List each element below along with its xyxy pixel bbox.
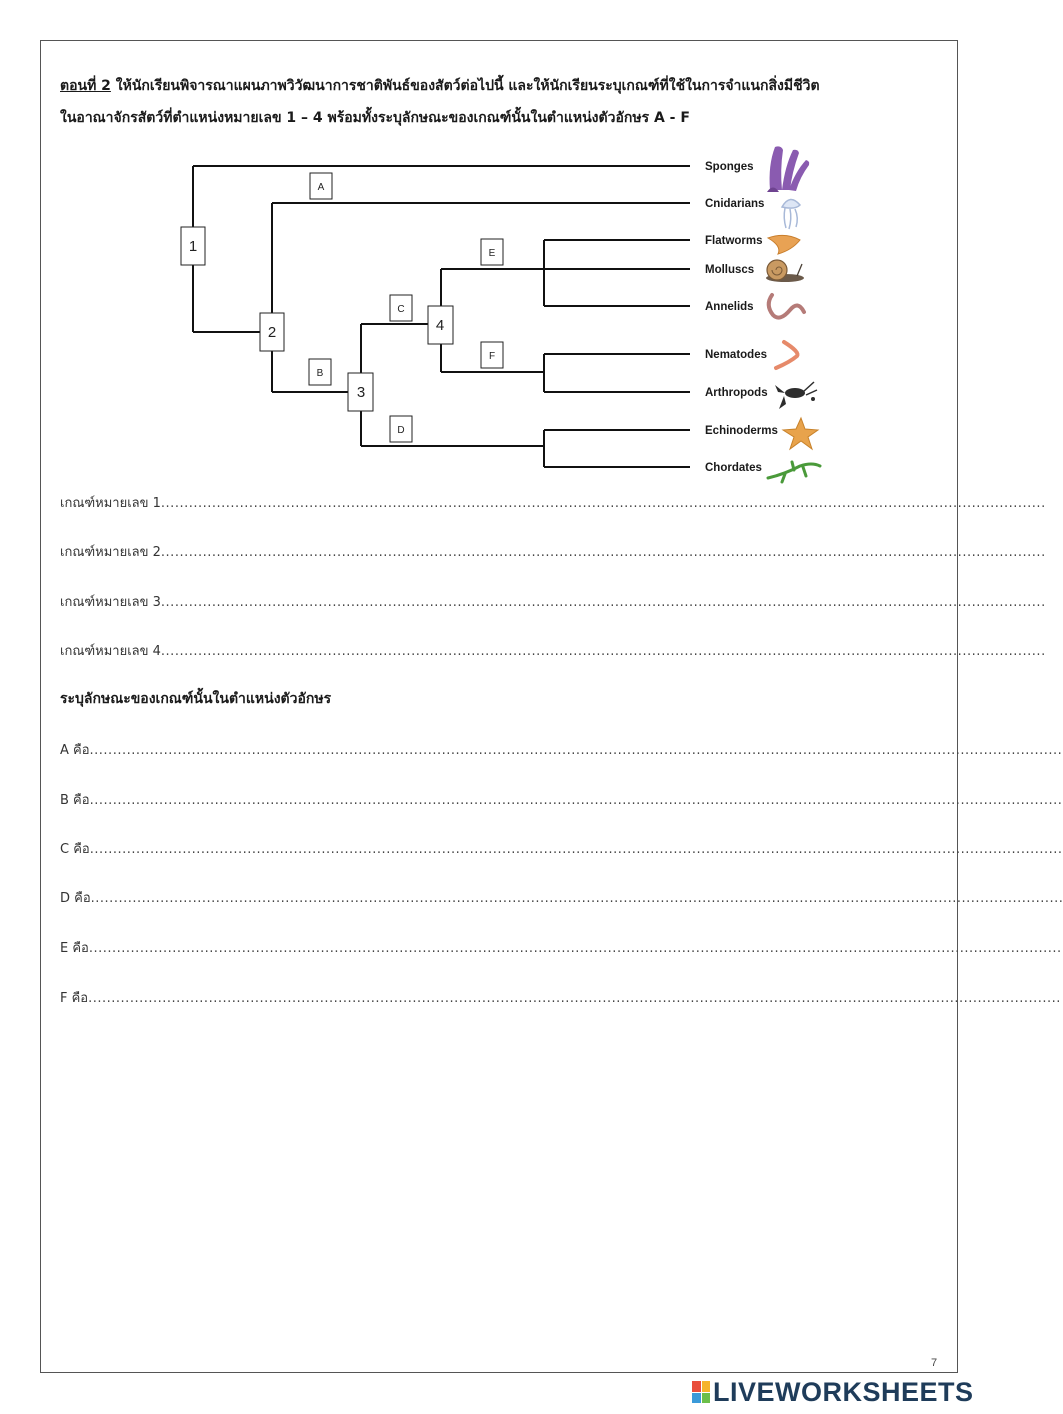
lizard-icon	[768, 462, 820, 482]
taxon-echinoderms: Echinoderms	[705, 425, 778, 437]
annelid-icon	[769, 295, 804, 318]
letter-d-label: D	[397, 425, 405, 436]
taxon-arthropods: Arthropods	[705, 387, 768, 399]
trait-row-c[interactable]	[60, 838, 1063, 859]
letter-e[interactable]	[481, 239, 503, 265]
letter-a[interactable]	[310, 173, 332, 199]
liveworksheets-logo-icon	[692, 1381, 710, 1403]
node-2-label: 2	[267, 324, 277, 341]
brand-name: LIVEWORKSHEETS	[713, 1376, 974, 1407]
node-1-label: 1	[188, 238, 198, 255]
criterion-label-1: เกณฑ์หมายเลข 1	[60, 496, 161, 511]
criterion-row-1[interactable]	[60, 492, 1046, 513]
instruction-line-2: ในอาณาจักรสัตว์ที่ตำแหน่งหมายเลข 1 – 4 พร้อมทั้งระบุลักษณะของเกณฑ์นั้นในตำแหน่งตัวอักษร A - F	[60, 110, 690, 126]
trait-row-b[interactable]	[60, 789, 1063, 810]
letter-e-label: E	[488, 248, 496, 259]
answer-line[interactable]: ..................................................................................................................................................................................................................	[90, 891, 1063, 906]
criterion-row-2[interactable]	[60, 541, 1046, 562]
instruction-text-1: ให้นักเรียนพิจารณาแผนภาพวิวัฒนาการชาติพันธ์ของสัตว์ต่อไปนี้ และให้นักเรียนระบุเกณฑ์ที่ใช้ในการจำแนกสิ่งมีชีวิต	[110, 78, 820, 94]
trait-row-a[interactable]	[60, 739, 1063, 760]
criterion-row-4[interactable]	[60, 640, 1046, 661]
trait-row-e[interactable]	[60, 937, 1062, 958]
taxon-annelids: Annelids	[705, 301, 754, 313]
node-3[interactable]	[348, 373, 373, 411]
answer-line[interactable]: ...............................................................................................................................................................................................	[160, 545, 1046, 560]
letter-b-label: B	[316, 368, 324, 379]
trait-label-f: F คือ	[60, 991, 89, 1006]
letter-f[interactable]	[481, 342, 503, 368]
answer-line[interactable]: ..................................................................................................................................................................................................................	[89, 793, 1063, 808]
letter-c-label: C	[397, 304, 405, 315]
sponge-icon	[767, 146, 809, 192]
criterion-label-4: เกณฑ์หมายเลข 4	[60, 644, 161, 659]
node-4[interactable]	[428, 306, 453, 344]
jellyfish-icon	[782, 199, 800, 229]
node-1[interactable]	[181, 227, 205, 265]
criterion-label-2: เกณฑ์หมายเลข 2	[60, 545, 161, 560]
letter-d[interactable]	[390, 416, 412, 442]
section-label: ตอนที่ 2	[60, 78, 111, 94]
trait-label-e: E คือ	[60, 941, 89, 956]
letter-b[interactable]	[309, 359, 331, 385]
answer-line[interactable]: ..................................................................................................................................................................................................................	[89, 842, 1063, 857]
page-number: 7	[931, 1357, 938, 1369]
snail-icon	[766, 260, 804, 282]
node-2[interactable]	[260, 313, 284, 351]
taxon-sponges: Sponges	[705, 161, 754, 173]
taxon-cnidarians: Cnidarians	[705, 198, 765, 210]
instruction-line-1	[60, 75, 820, 97]
node-4-label: 4	[435, 317, 445, 334]
answer-line[interactable]: ...............................................................................................................................................................................................	[160, 595, 1046, 610]
answer-line[interactable]: ...............................................................................................................................................................................................	[160, 496, 1046, 511]
answer-line[interactable]: ..................................................................................................................................................................................................................	[88, 941, 1062, 956]
taxon-molluscs: Molluscs	[705, 264, 755, 276]
node-3-label: 3	[356, 384, 366, 401]
letter-f-label: F	[488, 351, 496, 362]
letter-a-label: A	[317, 182, 325, 193]
taxon-chordates: Chordates	[705, 462, 762, 474]
arthropod-icon	[775, 382, 817, 409]
starfish-icon	[783, 418, 818, 449]
answer-line[interactable]: ...............................................................................................................................................................................................	[160, 644, 1046, 659]
taxon-nematodes: Nematodes	[705, 349, 767, 361]
phylogenetic-tree	[150, 138, 850, 488]
taxon-flatworms: Flatworms	[705, 235, 763, 247]
trait-row-f[interactable]	[60, 987, 1061, 1008]
flatworm-icon	[768, 235, 800, 254]
letter-c[interactable]	[390, 295, 412, 321]
traits-subheading: ระบุลักษณะของเกณฑ์นั้นในตำแหน่งตัวอักษร	[60, 691, 332, 707]
trait-label-c: C คือ	[60, 842, 90, 857]
trait-label-d: D คือ	[60, 891, 91, 906]
nematode-icon	[776, 342, 797, 368]
answer-line[interactable]: ..................................................................................................................................................................................................................	[89, 743, 1063, 758]
trait-row-d[interactable]	[60, 887, 1063, 908]
trait-label-b: B คือ	[60, 793, 90, 808]
criterion-label-3: เกณฑ์หมายเลข 3	[60, 595, 161, 610]
liveworksheets-brand[interactable]	[692, 1374, 974, 1410]
trait-label-a: A คือ	[60, 743, 90, 758]
answer-line[interactable]: ..................................................................................................................................................................................................................	[88, 991, 1061, 1006]
criterion-row-3[interactable]	[60, 591, 1046, 612]
